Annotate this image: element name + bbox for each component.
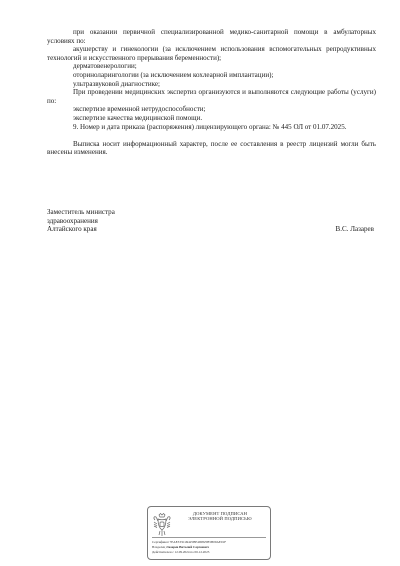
paragraph-disability-expertise: экспертизе временной нетрудоспособности; bbox=[73, 105, 206, 114]
paragraph-order-number: 9. Номер и дата приказа (распоряжения) лицензирующего органа: № 445 ОЛ от 01.07.2025. bbox=[73, 122, 347, 131]
position-line: Алтайского края bbox=[47, 225, 97, 234]
validity-row: Действителен с 12.09.2024 по 06.12.2025 bbox=[152, 549, 210, 554]
paragraph-ultrasound: ультразвуковой диагностике; bbox=[73, 79, 160, 88]
paragraph-quality-expertise: экспертизе качества медицинской помощи. bbox=[73, 113, 203, 122]
document-body bbox=[47, 28, 376, 157]
paragraph-obstetrics: акушерству и гинекологии (за исключением использования вспомогательных репродуктивных технологий и искусственного прерывания беременности); bbox=[47, 45, 376, 62]
stamp-title-line: ДОКУМЕНТ ПОДПИСАН bbox=[192, 511, 248, 516]
paragraph-expertise: При проведении медицинских экспертиз организуются и выполняются следующие работы (услуги) по: bbox=[47, 88, 376, 105]
stamp-details bbox=[152, 540, 267, 555]
signatory-name: В.С. Лазарев bbox=[335, 225, 374, 234]
paragraph-disclaimer: Выписка носит информационный характер, после ее составления в реестр лицензий могли быть внесены изменения. bbox=[47, 139, 376, 157]
stamp-title-line: ЭЛЕКТРОННОЙ ПОДПИСЬЮ bbox=[188, 516, 252, 522]
owner-row: Владелец Лазарев Виталий Сергеевич bbox=[152, 544, 209, 549]
paragraph-primary-care: при оказании первичной специализированной медико-санитарной помощи в амбулаторных условиях по: bbox=[47, 28, 376, 45]
certificate-row: Сертификат 7EAE333C49425BE490825B5B09AE01F bbox=[152, 540, 227, 544]
electronic-signature-stamp bbox=[147, 506, 271, 560]
paragraph-dermatovenerology: дерматовенерологии; bbox=[73, 62, 137, 71]
stamp-divider bbox=[152, 537, 266, 538]
signatory-position bbox=[47, 208, 187, 234]
coat-of-arms-icon bbox=[152, 512, 172, 538]
position-line: здравоохранения bbox=[47, 216, 98, 225]
signature-block bbox=[47, 208, 376, 234]
position-line: Заместитель министра bbox=[47, 208, 115, 216]
stamp-title bbox=[174, 511, 266, 522]
spacer bbox=[47, 131, 376, 140]
paragraph-otorhinolaryngology: оториноларингологии (за исключением кохлеарной имплантации); bbox=[73, 70, 274, 79]
